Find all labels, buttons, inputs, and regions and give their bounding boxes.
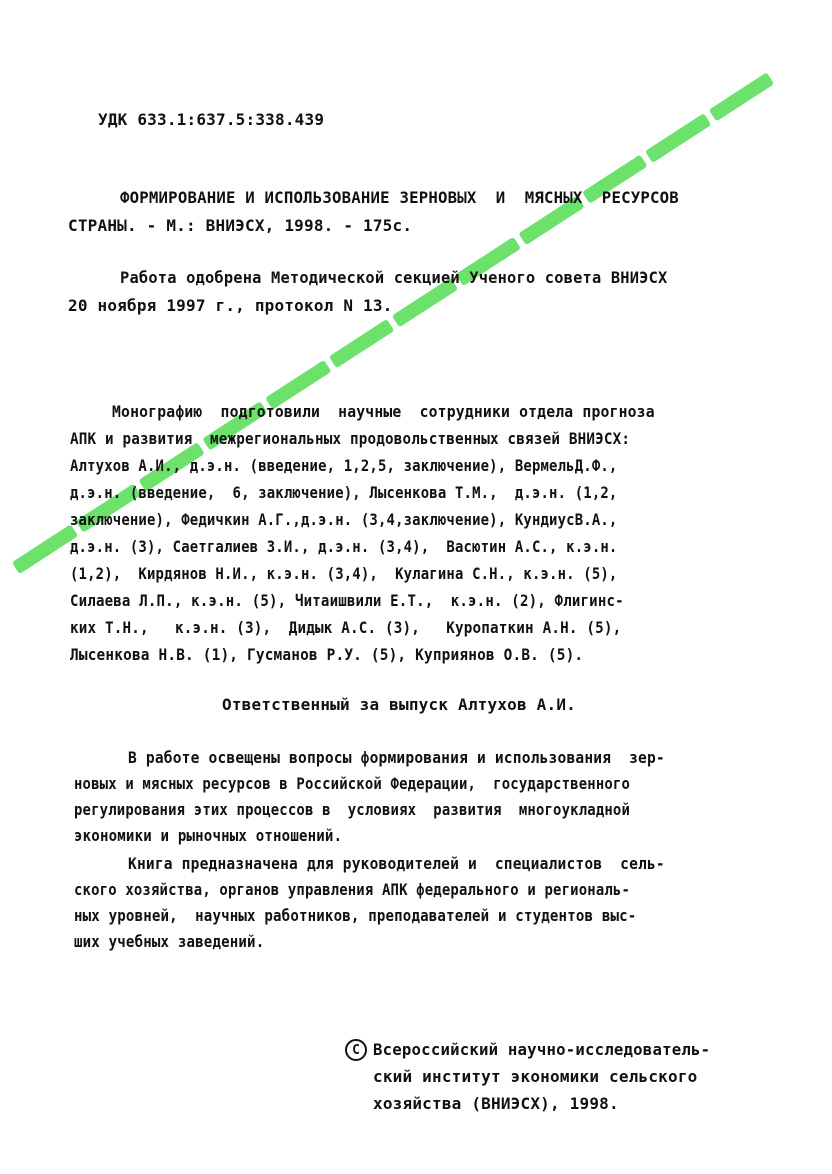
approval-line-2: 20 ноября 1997 г., протокол N 13.	[68, 296, 393, 315]
authors-line: д.э.н. (3), Саетгалиев З.И., д.э.н. (3,4), Васютин А.С., к.э.н.	[70, 537, 618, 556]
copyright-line-2: ский институт экономики сельского	[373, 1067, 698, 1086]
copyright-icon: C	[345, 1039, 367, 1061]
udk-code: УДК 633.1:637.5:338.439	[98, 110, 325, 129]
abstract-line: ших учебных заведений.	[74, 932, 265, 951]
authors-line: Монографию подготовили научные сотрудники отдела прогноза	[112, 402, 655, 421]
abstract-line: экономики и рыночных отношений.	[74, 826, 343, 845]
authors-line: ких Т.Н., к.э.н. (3), Дидык А.С. (3), Куропаткин А.Н. (5),	[70, 618, 622, 637]
abstract-line: новых и мясных ресурсов в Российской Федерации, государственного	[74, 774, 631, 793]
approval-line-1: Работа одобрена Методической секцией Ученого совета ВНИЭСХ	[120, 268, 668, 287]
abstract-line: ных уровней, научных работников, преподавателей и студентов выс-	[74, 906, 637, 925]
authors-line: Алтухов А.И., д.э.н. (введение, 1,2,5, заключение), ВермельД.Ф.,	[70, 456, 618, 475]
authors-line: заключение), Федичкин А.Г.,д.э.н. (3,4,заключение), КундиусВ.А.,	[70, 510, 618, 529]
authors-line: Силаева Л.П., к.э.н. (5), Читаишвили Е.Т., к.э.н. (2), Флигинс-	[70, 591, 624, 610]
abstract-line: регулирования этих процессов в условиях развития многоукладной	[74, 800, 631, 819]
authors-line: (1,2), Кирдянов Н.И., к.э.н. (3,4), Кулагина С.Н., к.э.н. (5),	[70, 564, 618, 583]
abstract-line: В работе освещены вопросы формирования и использования зер-	[128, 748, 665, 767]
title-line-1: ФОРМИРОВАНИЕ И ИСПОЛЬЗОВАНИЕ ЗЕРНОВЫХ И МЯСНЫХ РЕСУРСОВ	[120, 188, 679, 207]
abstract-line: Книга предназначена для руководителей и специалистов сель-	[128, 854, 665, 873]
copyright-line-3: хозяйства (ВНИЭСХ), 1998.	[373, 1094, 619, 1113]
responsible-editor: Ответственный за выпуск Алтухов А.И.	[222, 695, 576, 714]
copyright-line-1: Всероссийский научно-исследователь-	[373, 1040, 711, 1059]
authors-line: д.э.н. (введение, 6, заключение), Лысенкова Т.М., д.э.н. (1,2,	[70, 483, 618, 502]
abstract-line: ского хозяйства, органов управления АПК федерального и региональ-	[74, 880, 631, 899]
authors-line: Лысенкова Н.В. (1), Гусманов Р.У. (5), Куприянов О.В. (5).	[70, 645, 584, 664]
title-line-2: СТРАНЫ. - М.: ВНИЭСХ, 1998. - 175с.	[68, 216, 413, 235]
authors-line: АПК и развития межрегиональных продовольственных связей ВНИЭСХ:	[70, 429, 631, 448]
